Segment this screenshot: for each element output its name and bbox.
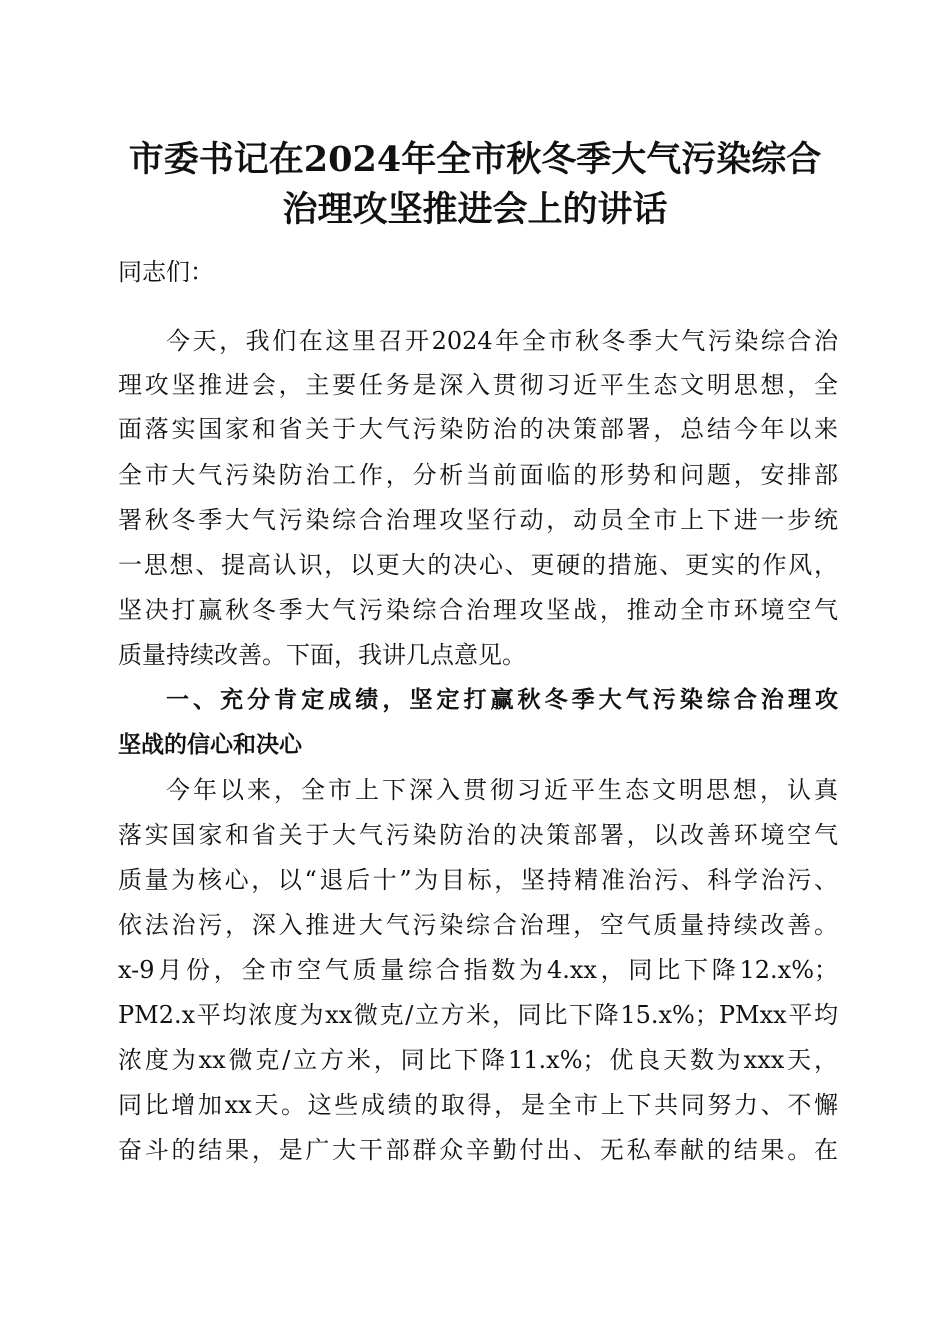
document-title-line-2: 治理攻坚推进会上的讲话	[282, 189, 668, 230]
greeting: 同志们：	[118, 258, 214, 286]
paragraph-2-line: 今年以来，全市上下深入贯彻习近平生态文明思想，认真	[166, 776, 838, 804]
paragraph-1-line: 全市大气污染防治工作，分析当前面临的形势和问题，安排部	[118, 461, 838, 489]
paragraph-1-line: 一思想、提高认识，以更大的决心、更硬的措施、更实的作风，	[118, 551, 838, 579]
paragraph-1-line: 坚决打赢秋冬季大气污染综合治理攻坚战，推动全市环境空气	[118, 596, 838, 624]
paragraph-2-line: 同比增加xx天。这些成绩的取得，是全市上下共同努力、不懈	[118, 1091, 838, 1119]
paragraph-2-line: 质量为核心，以“退后十”为目标，坚持精准治污、科学治污、	[118, 866, 838, 894]
paragraph-2-line: 依法治污，深入推进大气污染综合治理，空气质量持续改善。	[118, 911, 838, 939]
paragraph-1-line: 面落实国家和省关于大气污染防治的决策部署，总结今年以来	[118, 415, 838, 443]
paragraph-1-line: 质量持续改善。下面，我讲几点意见。	[118, 641, 526, 669]
paragraph-2-line: 浓度为xx微克/立方米，同比下降11.x%；优良天数为xxx天，	[118, 1046, 838, 1074]
paragraph-1-line: 今天，我们在这里召开2024年全市秋冬季大气污染综合治	[166, 327, 838, 355]
paragraph-1-line: 理攻坚推进会，主要任务是深入贯彻习近平生态文明思想，全	[118, 371, 838, 399]
paragraph-2-line: x-9月份，全市空气质量综合指数为4.xx，同比下降12.x%；	[118, 956, 838, 984]
paragraph-1-line: 署秋冬季大气污染综合治理攻坚行动，动员全市上下进一步统	[118, 506, 838, 534]
document-title-line-1: 市委书记在2024年全市秋冬季大气污染综合	[128, 139, 822, 180]
paragraph-2-line: 落实国家和省关于大气污染防治的决策部署，以改善环境空气	[118, 821, 838, 849]
paragraph-2-line: 奋斗的结果，是广大干部群众辛勤付出、无私奉献的结果。在	[118, 1136, 838, 1164]
section-heading-line: 一、充分肯定成绩，坚定打赢秋冬季大气污染综合治理攻	[166, 687, 838, 713]
paragraph-2-line: PM2.x平均浓度为xx微克/立方米，同比下降15.x%；PMxx平均	[118, 1001, 838, 1029]
section-heading-line: 坚战的信心和决心	[118, 732, 302, 758]
